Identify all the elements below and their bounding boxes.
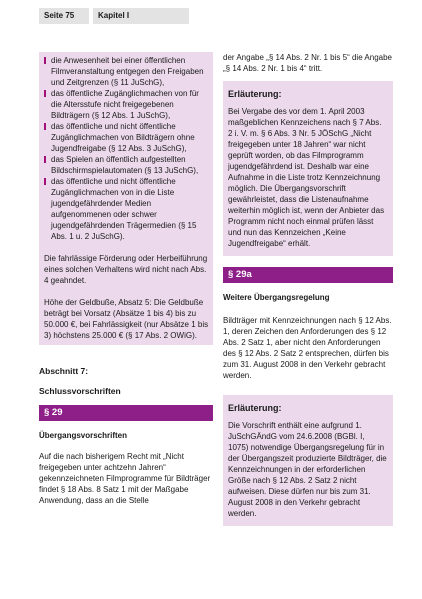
offence-list-box — [39, 52, 213, 345]
section-29a-title: Weitere Übergangsregelung — [223, 293, 330, 302]
chapter-label: Kapitel I — [98, 11, 130, 20]
fine-paragraph: Höhe der Geldbuße, Absatz 5: Die Geldbuße beträgt bei Vorsatz (Absätze 1 bis 4) bis zu 50.000 €, bei Fahrlässigkeit (nur Absätze 1 bis 3) höchstens 25.000 € (§ 17 Abs. 2 OWiG). — [44, 298, 209, 340]
left-column — [39, 52, 213, 506]
bullet-bar-icon — [44, 178, 46, 185]
list-item-text: das öffentliche und nicht öffentliche Zugänglichmachen von Bildträgern ohne Jugendfreigabe (§ 12 Abs. 3 JuSchG), — [51, 122, 195, 153]
explanation-text: Die Vorschrift enthält eine aufgrund 1. JuSchGÄndG vom 24.6.2008 (BGBl. I, 1075) notwendige Übergangsregelung für in der Übergangszeit produzierte Bildträger, die Kennzeichnungen in der erforderlichen Größe nach § 12 Abs. 2 Satz 2 nicht aufweisen. Diese dürfen nur bis zum 31. August 2008 in den Verkehr gebracht werden. — [228, 421, 387, 518]
explanation-box-1 — [223, 81, 393, 256]
page-header — [0, 0, 422, 32]
list-item-text: das öffentliche und nicht öffentliche Zugänglichmachen von in die Liste jugendgefährdender Medien aufgenommenen oder schwer jugendgefährdenden Trägermedien (§ 15 Abs. 1 u. 2 JuSchG). — [51, 177, 197, 241]
explanation-title: Erläuterung: — [228, 89, 282, 99]
section-29a-paragraph: Bildträger mit Kennzeichnungen nach § 12 Abs. 1, deren Zeichen den Anforderungen des § 12 Abs. 2 Satz 1, aber nicht den Anforderungen des § 12 Abs. 2 Satz 2 entsprechen, dürfen bis zum 31. August 2008 in den Verkehr gebracht werden. — [223, 316, 392, 380]
explanation-box-2 — [223, 395, 393, 526]
bullet-bar-icon — [44, 156, 46, 163]
list-item-text: das Spielen an öffentlich aufgestellten Bildschirmspielautomaten (§ 13 JuSchG), — [51, 155, 199, 175]
continued-paragraph: der Angabe „§ 14 Abs. 2 Nr. 1 bis 5“ die Angabe „§ 14 Abs. 2 Nr. 1 bis 4“ tritt. — [223, 53, 393, 73]
bullet-bar-icon — [44, 90, 46, 97]
explanation-title: Erläuterung: — [228, 403, 282, 413]
chapter-tag — [93, 8, 189, 24]
section-29-paragraph: Auf die nach bisherigem Recht mit „Nicht freigegeben unter achtzehn Jahren“ gekennzeichneten Filmprogramme für Bildträger findet § 18 Abs. 8 Satz 1 mit der Maßgabe Anwendung, dass an die Stelle — [39, 452, 211, 505]
right-column — [223, 52, 393, 526]
abschnitt-title: Schlussvorschriften — [39, 386, 121, 396]
page-number: Seite 75 — [44, 11, 75, 20]
abschnitt-label: Abschnitt 7: — [39, 366, 89, 376]
section-29-band — [39, 405, 213, 421]
section-29a-band — [223, 267, 393, 283]
section-29-label: § 29 — [44, 407, 63, 418]
explanation-text: Bei Vergabe des vor dem 1. April 2003 maßgeblichen Kennzeichens nach § 7 Abs. 2 i. V. m. § 6 Abs. 3 Nr. 5 JÖSchG „Nicht freigegeben unter 18 Jahren“ war nicht geprüft worden, ob das Filmprogramm jugendgefährdend ist. Deshalb war eine Aufnahme in die Liste trotz Kennzeichnung möglich. Die Übergangsvorschrift gewährleistet, dass die Listenaufnahme weiterhin möglich ist, wenn der Anbieter das Programm nicht noch einmal prüfen lässt und nun das Kennzeichen „Keine Jugendfreigabe“ erhält. — [228, 107, 385, 248]
section-29-title: Übergangsvorschriften — [39, 431, 128, 440]
list-item — [44, 154, 209, 176]
list-item — [44, 55, 209, 88]
list-item — [44, 88, 209, 121]
negligence-paragraph: Die fahrlässige Förderung oder Herbeiführung eines solchen Verhaltens wird nicht nach Abs. 4 geahndet. — [44, 254, 208, 285]
bullet-bar-icon — [44, 57, 46, 64]
section-29a-label: § 29a — [228, 269, 252, 280]
page-number-tag — [39, 8, 89, 24]
list-item — [44, 121, 209, 154]
list-item — [44, 176, 209, 242]
bullet-bar-icon — [44, 123, 46, 130]
list-item-text: die Anwesenheit bei einer öffentlichen Filmveranstaltung entgegen den Freigaben und Zeitgrenzen (§ 11 JuSchG), — [51, 56, 204, 87]
list-item-text: das öffentliche Zugänglichmachen von für die Altersstufe nicht freigegebenen Bildträgern (§ 12 Abs. 1 JuSchG), — [51, 89, 199, 120]
